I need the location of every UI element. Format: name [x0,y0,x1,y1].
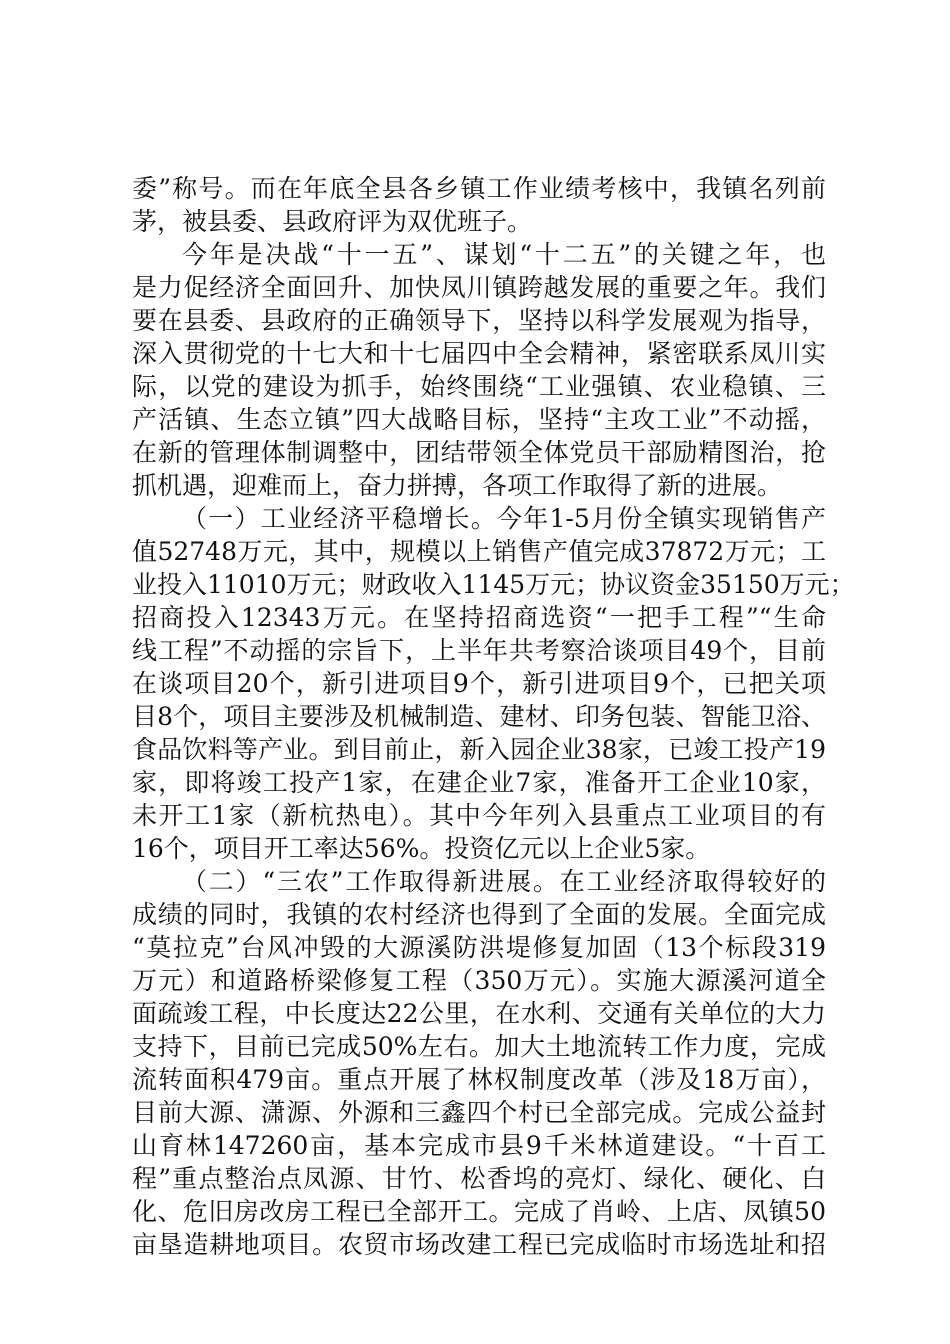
paragraph [132,238,826,502]
text-line: 值52748万元，其中，规模以上销售产值完成37872万元；工 [132,537,826,566]
text-line: 要在县委、县政府的正确领导下，坚持以科学发展观为指导， [132,306,826,335]
paragraph [132,865,826,1261]
text-line: 面疏竣工程，中长度达22公里，在水利、交通有关单位的大力 [132,999,826,1028]
text-line: 成绩的同时，我镇的农村经济也得到了全面的发展。全面完成 [132,900,826,929]
text-line: 深入贯彻党的十七大和十七届四中全会精神，紧密联系凤川实 [132,339,826,368]
text-line: 业投入11010万元；财政收入1145万元；协议资金35150万元； [132,570,855,599]
document-body [132,172,855,1261]
text-line: 家，即将竣工投产1家，在建企业7家，准备开工企业10家， [132,768,826,797]
text-line: “莫拉克”台风冲毁的大源溪防洪堤修复加固（13个标段319 [132,933,826,962]
text-line: （二）“三农”工作取得新进展。在工业经济取得较好的 [182,867,826,896]
text-line: 目前大源、潇源、外源和三鑫四个村已全部完成。完成公益封 [132,1098,826,1127]
text-line: 16个，项目开工率达56%。投资亿元以上企业5家。 [132,834,711,863]
text-line: 抓机遇，迎难而上，奋力拼搏，各项工作取得了新的进展。 [132,471,783,500]
text-line: 际，以党的建设为抓手，始终围绕“工业强镇、农业稳镇、三 [132,372,826,401]
text-line: 程”重点整治点凤源、甘竹、松香坞的亮灯、绿化、硬化、白 [132,1164,826,1193]
text-line: 委”称号。而在年底全县各乡镇工作业绩考核中，我镇名列前 [132,174,826,203]
text-line: （一）工业经济平稳增长。今年1-5月份全镇实现销售产 [182,504,826,533]
text-line: 茅，被县委、县政府评为双优班子。 [132,207,533,236]
text-line: 目8个，项目主要涉及机械制造、建材、印务包装、智能卫浴、 [132,702,826,731]
text-line: 化、危旧房改房工程已全部开工。完成了肖岭、上店、凤镇50 [132,1197,826,1226]
paragraph [132,172,826,238]
text-line: 未开工1家（新杭热电）。其中今年列入县重点工业项目的有 [132,801,826,830]
text-line: 流转面积479亩。重点开展了林权制度改革（涉及18万亩）， [132,1065,826,1094]
paragraph [132,502,855,865]
text-line: 线工程”不动摇的宗旨下，上半年共考察洽谈项目49个，目前 [132,636,826,665]
text-line: 在新的管理体制调整中，团结带领全体党员干部励精图治，抢 [132,438,826,467]
text-line: 山育林147260亩，基本完成市县9千米林道建设。“十百工 [132,1131,826,1160]
text-line: 产活镇、生态立镇”四大战略目标，坚持“主攻工业”不动摇， [132,405,826,434]
text-line: 万元）和道路桥梁修复工程（350万元）。实施大源溪河道全 [132,966,826,995]
text-line: 食品饮料等产业。到目前止，新入园企业38家，已竣工投产19 [132,735,826,764]
text-line: 在谈项目20个，新引进项目9个，新引进项目9个，已把关项 [132,669,826,698]
text-line: 今年是决战“十一五”、谋划“十二五”的关键之年，也 [182,240,826,269]
text-line: 招商投入12343万元。在坚持招商选资“一把手工程”“生命 [132,603,826,632]
text-line: 亩垦造耕地项目。农贸市场改建工程已完成临时市场选址和招 [132,1230,826,1259]
text-line: 支持下，目前已完成50%左右。加大土地流转工作力度，完成 [132,1032,826,1061]
text-line: 是力促经济全面回升、加快凤川镇跨越发展的重要之年。我们 [132,273,826,302]
